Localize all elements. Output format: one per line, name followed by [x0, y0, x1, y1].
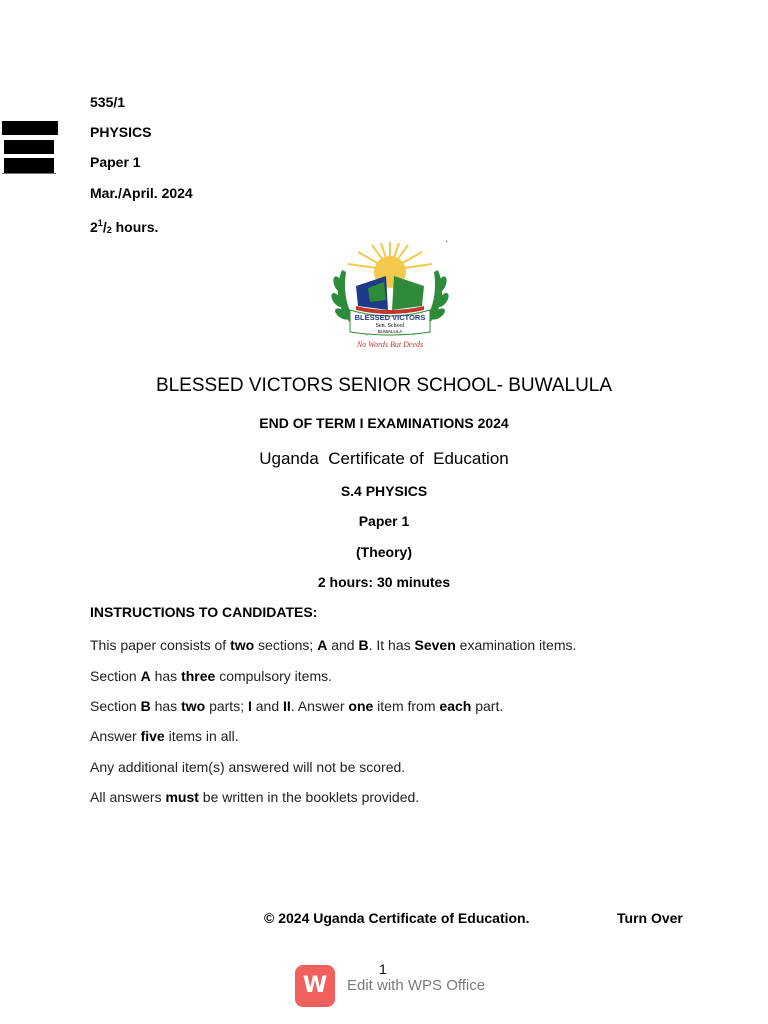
wps-edit-label: Edit with WPS Office — [347, 977, 486, 994]
wps-office-icon: W — [295, 965, 335, 1007]
instruction-line-1: This paper consists of two sections; A and B. It has Seven examination items. — [90, 637, 577, 653]
exam-title: END OF TERM I EXAMINATIONS 2024 — [259, 415, 509, 431]
wps-edit-button[interactable] — [295, 965, 495, 1007]
subject: PHYSICS — [90, 124, 152, 140]
paper-label: Paper 1 — [358, 513, 410, 529]
time-allowed: 2 hours: 30 minutes — [317, 574, 451, 590]
logo-text-place: BUWALULA — [377, 329, 403, 334]
school-name: BLESSED VICTORS SENIOR SCHOOL- BUWALULA — [155, 375, 613, 396]
paper-number: Paper 1 — [90, 154, 141, 170]
certificate-title: Uganda Certificate of Education — [259, 449, 509, 468]
instruction-line-5: Any additional item(s) answered will not be scored. — [90, 759, 406, 775]
copyright-notice: © 2024 Uganda Certificate of Education. — [264, 910, 530, 926]
instruction-line-3: Section B has two parts; I and II. Answer one item from each part. — [90, 698, 504, 714]
svg-text:`: ` — [445, 240, 449, 249]
paper-type: (Theory) — [356, 544, 412, 560]
paper-code: 535/1 — [90, 94, 126, 110]
instruction-line-4: Answer five items in all. — [90, 728, 239, 744]
class-subject: S.4 PHYSICS — [340, 483, 428, 499]
logo-motto: No Words But Deeds — [356, 340, 424, 349]
logo-text-sen: Sen. School — [375, 323, 405, 329]
exam-date: Mar./April. 2024 — [90, 185, 193, 201]
instructions-heading: INSTRUCTIONS TO CANDIDATES: — [90, 604, 318, 620]
turn-over-label: Turn Over — [617, 910, 683, 926]
instruction-line-6: All answers must be written in the booklets provided. — [90, 789, 420, 805]
logo-text-name: BLESSED VICTORS — [354, 313, 426, 322]
instruction-line-2: Section A has three compulsory items. — [90, 668, 333, 684]
school-logo — [328, 240, 452, 352]
duration: $2^1/_2$ hours. — [90, 218, 159, 235]
redaction-block — [0, 121, 58, 175]
page-number: 1 — [379, 961, 387, 977]
